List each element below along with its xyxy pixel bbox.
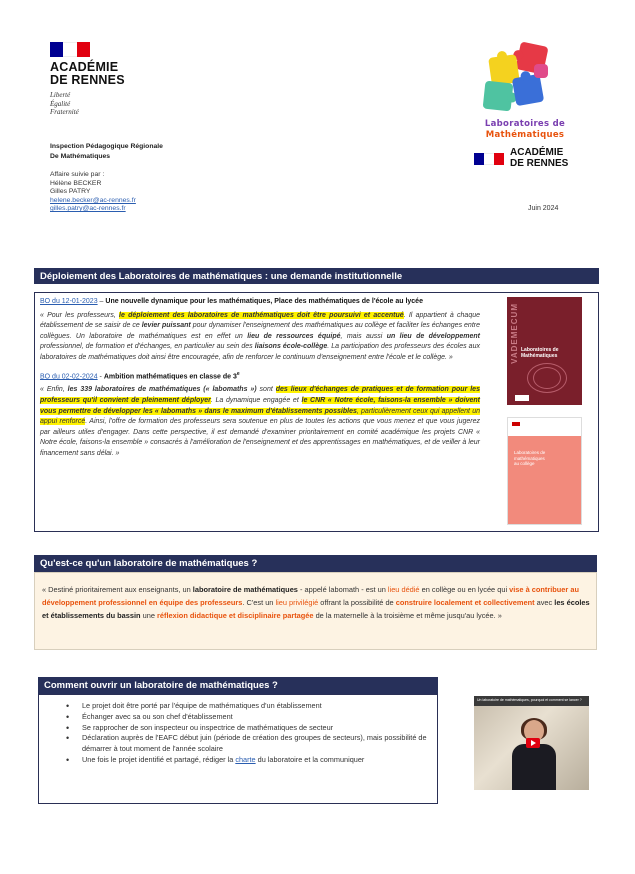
email-link-patry[interactable]: gilles.patry@ac-rennes.fr	[50, 205, 126, 213]
academy-logo-small: ACADÉMIE DE RENNES	[474, 148, 580, 169]
academy-logo	[50, 42, 170, 117]
video-thumbnail[interactable]	[474, 696, 589, 790]
quote-bo-2024: « Enfin, les 339 laboratoires de mathématiques (« labomaths ») sont des lieux d'échanges de pratiques et de formation pour les professeurs qu'il convient de pleinement déployer. La dynamique engagée et le CNR « Notre école, faisons-la ensemble » doivent vous permettre de développer les « labomaths » dans le maximum d'établissements possibles, particulièrement ceux qui appellent un appui renforcé. Ainsi, l'offre de formation des professeurs sera soutenue en plus de toutes les actions que vous menez et que vous jugerez par ailleurs utiles d'engager. Dans cette perspective, il est demandé d'examiner prioritairement en comité académique les projets CNR « Notre école, faisons-la ensemble » consacrés à l'amélioration de l'enseignement et des apprentissages en mathématiques, et de veiller à leur financement sans délai. »	[40, 386, 481, 458]
labo-maths-logo	[470, 42, 580, 169]
bo-2024-link[interactable]: BO du 02-02-2024	[40, 372, 98, 380]
french-flag-icon	[50, 42, 90, 57]
steps-list	[66, 701, 428, 766]
section-title-ouvrir: Comment ouvrir un laboratoire de mathématiques ?	[38, 677, 438, 694]
labo-maths-name: Laboratoires de Mathématiques	[484, 119, 566, 140]
academy-name: ACADÉMIE DE RENNES	[50, 60, 125, 87]
quote-bo-2023: « Pour les professeurs, le déploiement des laboratoires de mathématiques doit être poursuivi et accentué. Il appartient à chaque établissement de se saisir de ce levier puissant pour dynamiser l'enseignement des mathématiques au collège et faciliter les échanges entre collègues. Un laboratoire de mathématiques est en effet un lieu de ressources équipé, mais aussi un lieu de développement professionnel, de formation et d'échanges, en particulier au sein des liaisons école-collège. La participation des professeurs des écoles aux laboratoires de mathématiques doit ainsi être encouragée, afin de renforcer le continuum d'enseignement entre l'école et le collège. »	[40, 311, 481, 361]
vademecum-cover-image[interactable]: VADEMECUM Laboratoires de Mathématiques	[507, 297, 582, 405]
reference-bo-2024: BO du 02-02-2024 - Ambition mathématiques en classe de 3e	[40, 370, 240, 380]
list-item: • Déclaration auprès de l'EAFC début juin (période de création des groupes de secteurs), mais possibilité de démarrer à tout moment de l'année scolaire	[66, 733, 428, 755]
play-icon[interactable]	[526, 738, 540, 748]
list-item: • Échanger avec sa ou son chef d'établissement	[66, 712, 428, 723]
bo-2023-link[interactable]: BO du 12-01-2023	[40, 298, 98, 305]
document-date: Juin 2024	[528, 205, 559, 212]
deploiement-text	[40, 297, 480, 465]
video-title: Un laboratoire de mathématiques, pourquoi et comment se lancer ?	[477, 698, 582, 702]
french-flag-icon	[474, 153, 504, 165]
reference-bo-2023: BO du 12-01-2023 – Une nouvelle dynamique pour les mathématiques, Place des mathématiques de l'école au lycée	[40, 298, 423, 305]
charte-link[interactable]: charte	[235, 754, 256, 764]
speaker-image	[512, 718, 556, 790]
republic-motto: Liberté Égalité Fraternité	[50, 91, 79, 116]
puzzle-icon	[482, 42, 562, 114]
list-item: • Le projet doit être porté par l'équipe de mathématiques d'un établissement	[66, 701, 428, 712]
list-item: • Se rapprocher de son inspecteur ou inspectrice de mathématiques de secteur	[66, 723, 428, 734]
inspection-title: Inspection Pédagogique Régionale De Mathématiques	[50, 143, 163, 160]
list-item: • Une fois le projet identifié et partagé, rédiger la charte du laboratoire et la communiquer	[66, 755, 428, 766]
definition-text: « Destiné prioritairement aux enseignants, un laboratoire de mathématiques - appelé labomath - est un lieu dédié en collège ou en lycée qui vise à contribuer au développement professionnel en équipe des professeurs. C'est un lieu privilégié offrant la possibilité de construire localement et collectivement avec les écoles et établissements du bassin une réflexion didactique et disciplinaire partagée de la maternelle à la troisième et même jusqu'au lycée. »	[42, 585, 590, 620]
section-title-deploiement: Déploiement des Laboratoires de mathématiques : une demande institutionnelle	[34, 268, 599, 284]
republic-mark-icon	[512, 422, 520, 426]
contact-block: Affaire suivie par : Hélène BECKER Gilles PATRY helene.becker@ac-rennes.fr gilles.patry@ac-rennes.fr	[50, 171, 136, 213]
email-link-becker[interactable]: helene.becker@ac-rennes.fr	[50, 196, 136, 204]
college-guide-cover-image[interactable]: Laboratoires de mathématiques au collège	[507, 417, 582, 525]
section-title-definition: Qu'est-ce qu'un laboratoire de mathématiques ?	[34, 555, 597, 572]
